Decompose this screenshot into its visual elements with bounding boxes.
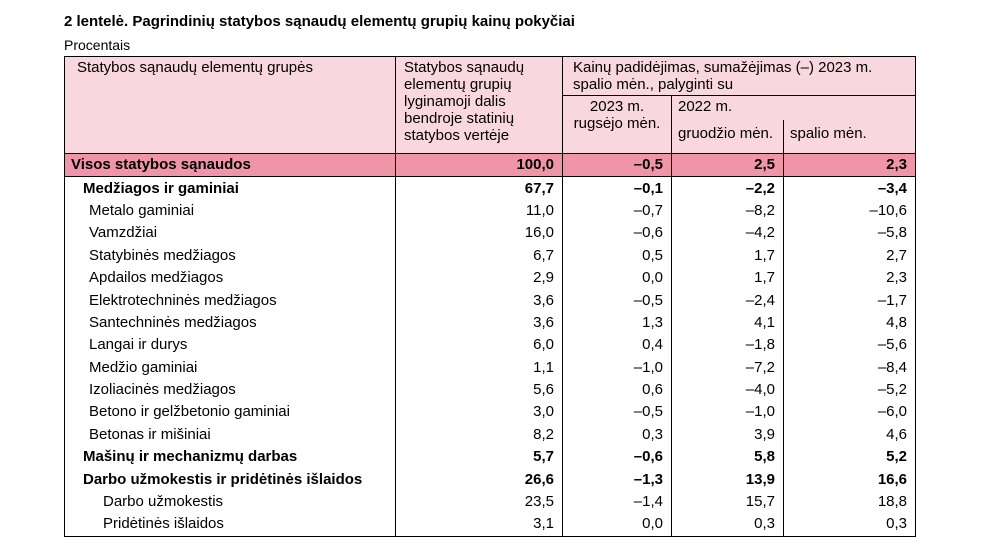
row-dec: –7,2: [672, 357, 784, 379]
table-row: [65, 267, 916, 289]
row-oct: –5,6: [784, 334, 916, 356]
row-dec: –1,8: [672, 334, 784, 356]
header-year-2022: 2022 m.: [672, 96, 916, 121]
header-october: spalio mėn.: [784, 120, 916, 154]
row-share: 67,7: [396, 177, 563, 200]
header-change: Kainų padidėjimas, sumažėjimas (–) 2023 m. spalio mėn., palyginti su: [563, 57, 916, 96]
header-sep-2023: 2023 m. rugsėjo mėn.: [563, 96, 672, 154]
row-dec: –1,0: [672, 401, 784, 423]
row-oct: 4,6: [784, 424, 916, 446]
row-dec: –2,4: [672, 289, 784, 311]
row-sep: –0,7: [563, 200, 672, 222]
row-name: Darbo užmokestis: [65, 491, 396, 513]
row-dec: 13,9: [672, 468, 784, 490]
row-dec: 0,3: [672, 513, 784, 536]
table-row: [65, 200, 916, 222]
row-sep: –0,1: [563, 177, 672, 200]
table-row: [65, 357, 916, 379]
table-row: [65, 379, 916, 401]
header-group: Statybos sąnaudų elementų grupės: [65, 57, 396, 154]
row-oct: 16,6: [784, 468, 916, 490]
table-row: [65, 222, 916, 244]
row-name: Langai ir durys: [65, 334, 396, 356]
row-share: 5,7: [396, 446, 563, 468]
row-sep: 1,3: [563, 312, 672, 334]
row-share: 8,2: [396, 424, 563, 446]
header-share: Statybos sąnaudų elementų grupių lyginamoji dalis bendroje statinių statybos vertėje: [396, 57, 563, 154]
row-dec: 3,9: [672, 424, 784, 446]
row-sep: –0,5: [563, 401, 672, 423]
row-dec: 1,7: [672, 245, 784, 267]
row-sep: 0,0: [563, 267, 672, 289]
row-oct: 5,2: [784, 446, 916, 468]
table-row: [65, 334, 916, 356]
header-december: gruodžio mėn.: [672, 120, 784, 154]
row-oct: 0,3: [784, 513, 916, 536]
row-oct: –3,4: [784, 177, 916, 200]
row-share: 1,1: [396, 357, 563, 379]
row-oct: 18,8: [784, 491, 916, 513]
row-name: Mašinų ir mechanizmų darbas: [65, 446, 396, 468]
table-row: [65, 289, 916, 311]
row-name: Medžiagos ir gaminiai: [65, 177, 396, 200]
table-title: 2 lentelė. Pagrindinių statybos sąnaudų elementų grupių kainų pokyčiai: [64, 13, 575, 30]
row-name: Elektrotechninės medžiagos: [65, 289, 396, 311]
row-name: Apdailos medžiagos: [65, 267, 396, 289]
row-oct: –10,6: [784, 200, 916, 222]
table-row: [65, 424, 916, 446]
row-name: Santechninės medžiagos: [65, 312, 396, 334]
row-name: Izoliacinės medžiagos: [65, 379, 396, 401]
row-name: Statybinės medžiagos: [65, 245, 396, 267]
row-dec: –4,2: [672, 222, 784, 244]
row-dec: –8,2: [672, 200, 784, 222]
row-name: Visos statybos sąnaudos: [65, 154, 396, 177]
row-oct: –1,7: [784, 289, 916, 311]
row-name: Vamzdžiai: [65, 222, 396, 244]
table-row-total: [65, 154, 916, 177]
table-row: [65, 177, 916, 200]
price-change-table: [64, 56, 916, 537]
row-dec: 2,5: [672, 154, 784, 177]
row-sep: –0,5: [563, 154, 672, 177]
row-sep: 0,5: [563, 245, 672, 267]
row-oct: –5,8: [784, 222, 916, 244]
row-name: Metalo gaminiai: [65, 200, 396, 222]
row-share: 3,6: [396, 312, 563, 334]
table-row: [65, 468, 916, 490]
row-oct: –8,4: [784, 357, 916, 379]
table-row: [65, 401, 916, 423]
row-name: Medžio gaminiai: [65, 357, 396, 379]
row-oct: 2,7: [784, 245, 916, 267]
row-name: Pridėtinės išlaidos: [65, 513, 396, 536]
row-sep: –0,6: [563, 222, 672, 244]
row-share: 100,0: [396, 154, 563, 177]
row-name: Betono ir gelžbetonio gaminiai: [65, 401, 396, 423]
row-share: 11,0: [396, 200, 563, 222]
row-sep: 0,3: [563, 424, 672, 446]
row-share: 3,6: [396, 289, 563, 311]
table-row: [65, 245, 916, 267]
row-dec: 1,7: [672, 267, 784, 289]
row-share: 26,6: [396, 468, 563, 490]
row-sep: 0,0: [563, 513, 672, 536]
row-oct: 4,8: [784, 312, 916, 334]
row-dec: –2,2: [672, 177, 784, 200]
row-sep: –0,6: [563, 446, 672, 468]
table-row: [65, 446, 916, 468]
row-oct: –5,2: [784, 379, 916, 401]
row-dec: –4,0: [672, 379, 784, 401]
row-name: Betonas ir mišiniai: [65, 424, 396, 446]
row-share: 3,0: [396, 401, 563, 423]
row-name: Darbo užmokestis ir pridėtinės išlaidos: [65, 468, 396, 490]
row-sep: –0,5: [563, 289, 672, 311]
table-row: [65, 312, 916, 334]
row-share: 6,7: [396, 245, 563, 267]
row-share: 3,1: [396, 513, 563, 536]
row-share: 5,6: [396, 379, 563, 401]
row-share: 6,0: [396, 334, 563, 356]
row-dec: 5,8: [672, 446, 784, 468]
table-row: [65, 513, 916, 536]
row-oct: 2,3: [784, 267, 916, 289]
table-unit: Procentais: [64, 37, 131, 53]
row-dec: 4,1: [672, 312, 784, 334]
row-sep: 0,6: [563, 379, 672, 401]
row-oct: –6,0: [784, 401, 916, 423]
row-share: 2,9: [396, 267, 563, 289]
row-share: 16,0: [396, 222, 563, 244]
row-dec: 15,7: [672, 491, 784, 513]
row-sep: 0,4: [563, 334, 672, 356]
table-row: [65, 491, 916, 513]
row-share: 23,5: [396, 491, 563, 513]
row-sep: –1,4: [563, 491, 672, 513]
row-sep: –1,0: [563, 357, 672, 379]
row-sep: –1,3: [563, 468, 672, 490]
row-oct: 2,3: [784, 154, 916, 177]
